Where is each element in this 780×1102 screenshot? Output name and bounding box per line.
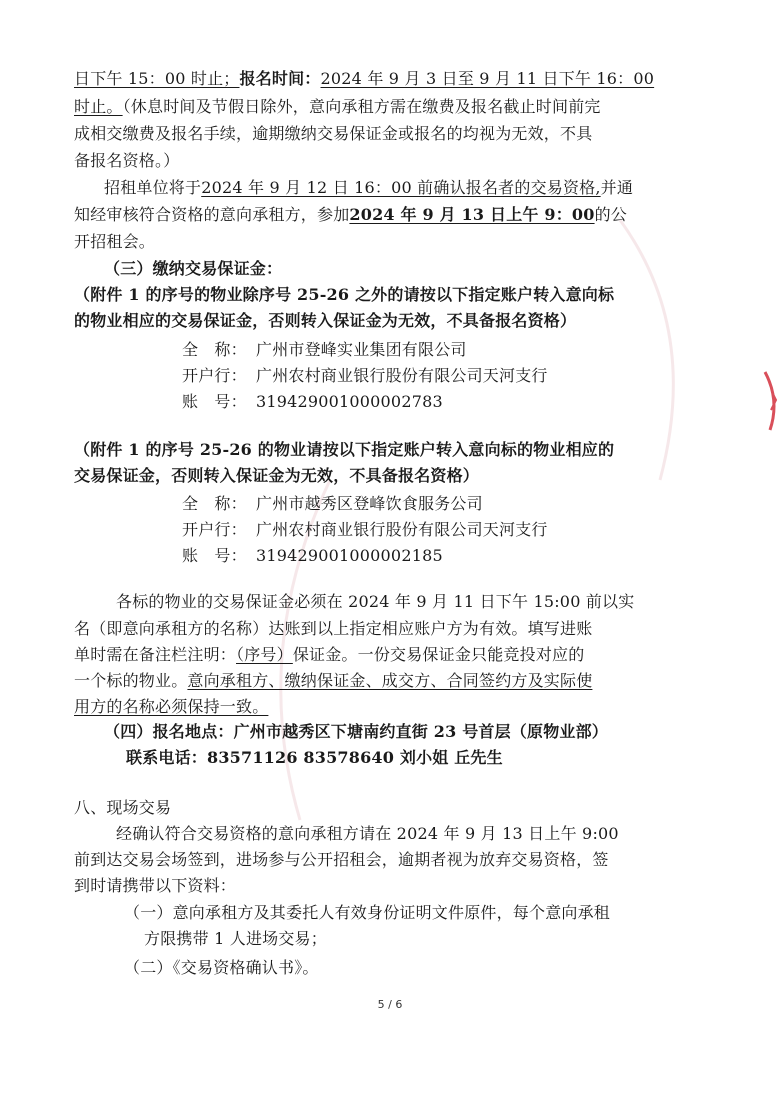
account2-number: 账 号： 319429001000002185 [182, 546, 443, 565]
contact-phone: 联系电话：83571126 83578640 刘小姐 丘先生 [126, 748, 503, 767]
rules-line5: 用方的名称必须保持一致。 [74, 697, 269, 716]
note2-line2: 交易保证金，否则转入保证金为无效，不具备报名资格） [74, 466, 480, 485]
para1-line4: 备报名资格。） [74, 151, 180, 170]
para1-line3: 成相交缴费及报名手续，逾期缴纳交易保证金或报名的均视为无效，不具 [74, 124, 593, 143]
note2-line1: （附件 1 的序号 25-26 的物业请按以下指定账户转入意向标的物业相应的 [74, 440, 615, 459]
account1-name: 全 称： 广州市登峰实业集团有限公司 [182, 340, 467, 359]
page-number: 5 / 6 [377, 998, 403, 1011]
deadline-text: 日下午 15：00 时止； [74, 69, 240, 88]
para2-line3: 开招租会。 [74, 232, 156, 251]
account1-number: 账 号： 319429001000002783 [182, 392, 443, 411]
para1-line1 [74, 67, 654, 91]
rules-line4: 一个标的物业。意向承租方、缴纳保证金、成交方、合同签约方及实际使 [74, 671, 593, 690]
auction-date: 2024 年 9 月 13 日上午 9：00 [349, 205, 595, 224]
registration-time-label: 报名时间： [239, 69, 321, 88]
section8-line3: 到时请携带以下资料： [74, 876, 237, 895]
para2-line2: 知经审核符合资格的意向承租方，参加2024 年 9 月 13 日上午 9：00的公 [74, 205, 627, 224]
para2-line1: 招租单位将于2024 年 9 月 12 日 16：00 前确认报名者的交易资格,并通 [104, 178, 634, 197]
item1-line2: 方限携带 1 人进场交易； [144, 929, 327, 948]
item2: （二）《交易资格确认书》。 [124, 958, 319, 977]
note1-line2: 的物业相应的交易保证金，否则转入保证金为无效，不具备报名资格） [74, 311, 577, 330]
rules-line3: 单时需在备注栏注明：（序号）保证金。一份交易保证金只能竞投对应的 [74, 645, 585, 664]
account2-name: 全 称： 广州市越秀区登峰饮食服务公司 [182, 494, 483, 513]
rules-line2: 名（即意向承租方的名称）达账到以上指定相应账户方为有效。填写进账 [74, 619, 593, 638]
name-consistency-note: 意向承租方、缴纳保证金、成交方、合同签约方及实际使 [187, 671, 593, 690]
seal-edge-icon [765, 372, 774, 430]
para1-line2: 时止。（休息时间及节假日除外，意向承租方需在缴费及报名截止时间前完 [74, 97, 601, 116]
account1-bank: 开户行： 广州农村商业银行股份有限公司天河支行 [182, 366, 548, 385]
account2-bank: 开户行： 广州农村商业银行股份有限公司天河支行 [182, 520, 548, 539]
rules-line1: 各标的物业的交易保证金必须在 2024 年 9 月 11 日下午 15:00 前以实 [116, 592, 635, 611]
registration-time-value: 2024 年 9 月 3 日至 9 月 11 日下午 16：00 [320, 69, 655, 88]
serial-number-note: （序号） [236, 645, 293, 664]
section8-line2: 前到达交易会场签到，进场参与公开招租会，逾期者视为放弃交易资格，签 [74, 850, 609, 869]
item1-line1: （一）意向承租方及其委托人有效身份证明文件原件，每个意向承租 [124, 903, 611, 922]
section8-line1: 经确认符合交易资格的意向承租方请在 2024 年 9 月 13 日上午 9:00 [116, 824, 619, 843]
deadline-end-text: 时止。 [74, 97, 123, 116]
section3-heading: （三）缴纳交易保证金： [104, 259, 283, 278]
confirm-date: 2024 年 9 月 12 日 16：00 前确认报名者的交易资格, [201, 178, 601, 197]
registration-location: （四）报名地点：广州市越秀区下塘南约直街 23 号首层（原物业部） [104, 722, 609, 741]
note1-line1: （附件 1 的序号的物业除序号 25-26 之外的请按以下指定账户转入意向标 [74, 285, 615, 304]
section8-heading: 八、现场交易 [74, 798, 172, 817]
